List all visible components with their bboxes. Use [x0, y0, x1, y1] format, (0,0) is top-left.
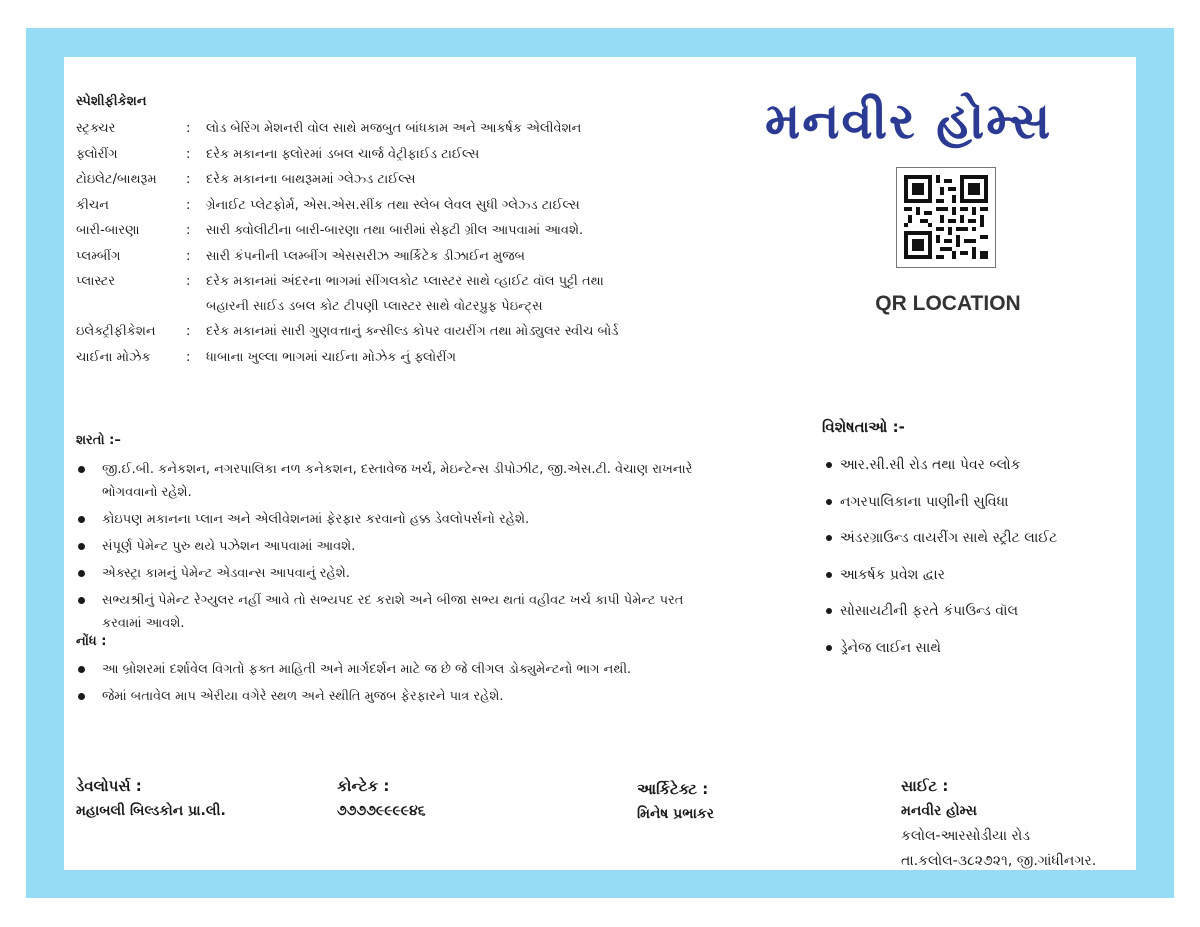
contact-phone[interactable]: ૭૭૭૭૯૯૯૯૪૬	[337, 803, 426, 819]
list-item-text: આ બ્રોશરમાં દર્શાવેલ વિગતો ફક્ત માહિતી અને માર્ગદર્શન માટે જ છે જે લીગલ ડોક્યુમેન્ટનો ભાગ નથી.	[102, 662, 632, 677]
feature-item	[822, 525, 1122, 551]
specification-heading: સ્પેશીફીકેશન	[76, 94, 147, 109]
list-item-text: જી.ઈ.બી. કનેકશન, નગરપાલિકા નળ કનેકશન, દસ્તાવેજ ખર્ચ, મેઇન્ટેન્સ ડીપોઝીટ, જી.એસ.ટી. વેચાણ રાખનારે ભોગવવાનો રહેશે.	[102, 462, 693, 500]
spec-row-doors-windows	[76, 218, 716, 244]
spec-row-structure	[76, 116, 716, 142]
feature-text: આર.સી.સી રોડ તથા પેવર બ્લોક	[840, 457, 1021, 473]
feature-item	[822, 489, 1122, 515]
feature-text: આકર્ષક પ્રવેશ દ્વાર	[840, 566, 945, 583]
bullet-icon	[822, 598, 840, 624]
spec-row-electrification	[76, 319, 716, 345]
bullet-icon	[822, 562, 840, 588]
developers-block	[76, 774, 226, 824]
spec-colon: :	[186, 172, 191, 187]
spec-value-line: ધાબાના ખુલ્લા ભાગમાં ચાઈના મોઝેક નું ફ્લોરીંગ	[206, 349, 456, 365]
spec-value-line: લોડ બેરિંગ મેશનરી વોલ સાથે મજબુત બાંધકામ અને આકર્ષક એલીવેશન	[206, 121, 582, 136]
spec-label: બારી-બારણા	[76, 223, 140, 238]
list-item-text: એક્સ્ટ્રા કામનું પેમેન્ટ એડવાન્સ આપવાનું રહેશે.	[102, 566, 350, 581]
list-item	[76, 508, 726, 531]
feature-text: અંડરગ્રાઉન્ડ વાયરીંગ સાથે સ્ટ્રીટ લાઈટ	[840, 530, 1058, 546]
contact-block	[337, 774, 426, 824]
list-item	[76, 562, 726, 585]
qr-code[interactable]	[896, 167, 996, 268]
architect-block	[637, 777, 714, 827]
qr-location-label: QR LOCATION	[875, 292, 1021, 315]
list-item	[76, 658, 726, 681]
notes-list	[76, 658, 726, 712]
brand-title: મનવીર હોમ્સ	[765, 92, 1053, 150]
feature-item	[822, 452, 1122, 478]
spec-label: પ્લાસ્ટર	[76, 274, 116, 289]
bullet-icon	[822, 452, 840, 478]
bullet-icon	[76, 458, 102, 504]
site-block	[901, 774, 1096, 874]
spec-label: પ્લમ્બીંગ	[76, 248, 121, 264]
site-name: મનવીર હોમ્સ	[901, 803, 977, 819]
terms-heading: શરતો :–	[76, 433, 121, 448]
feature-text: નગરપાલિકાના પાણીની સુવિધા	[840, 493, 1009, 510]
site-address-line1: કલોલ-આરસોડીયા રોડ	[901, 828, 1030, 844]
list-item-text: જેમાં બતાવેલ માપ એરીયા વગેરે સ્થળ અને સ્થીતિ મુજબ ફેરફારને પાત્ર રહેશે.	[102, 689, 504, 704]
bullet-icon	[76, 562, 102, 585]
spec-colon: :	[186, 349, 191, 365]
bullet-icon	[822, 635, 840, 661]
list-item	[76, 535, 726, 558]
bullet-icon	[76, 658, 102, 681]
spec-value-line: દરેક મકાનમાં સારી ગુણવત્તાનું ક્ન્સીલ્ડ કોપર વાયરીંગ તથા મોડ્યુલર સ્વીચ બોર્ડ	[206, 324, 619, 339]
qr-code-icon	[904, 175, 988, 259]
spec-value	[206, 269, 716, 319]
bullet-icon	[76, 535, 102, 558]
spec-label: ઇલેક્ટ્રીફીકેશન	[76, 324, 156, 339]
bullet-icon	[76, 589, 102, 635]
spec-colon: :	[186, 248, 191, 264]
list-item	[76, 589, 726, 635]
spec-value	[206, 345, 716, 371]
spec-value-line: દરેક મકાનમાં અંદરના ભાગમાં સીંગલકોટ પ્લાસ્ટર સાથે વ્હાઈટ વૉલ પુટ્ટી તથા	[206, 274, 604, 289]
spec-colon: :	[186, 146, 191, 162]
spec-value	[206, 218, 716, 244]
spec-label: ચાઈના મોઝેક	[76, 349, 151, 365]
specification-list	[76, 116, 716, 370]
spec-value-line: સારી કંપનીની પ્લમ્બીંગ એસસરીઝ આર્કિટેક ડીઝાઈન મુજબ	[206, 248, 525, 264]
site-heading: સાઈટ :	[901, 777, 949, 795]
spec-value-line: સારી ક્વોલીટીના બારી-બારણા તથા બારીમાં સેફ્ટી ગ્રીલ આપવામાં આવશે.	[206, 223, 584, 238]
spec-value	[206, 193, 716, 219]
site-address-line2: તા.કલોલ-૩૮૨૭૨૧, જી.ગાંધીનગર.	[901, 853, 1097, 869]
spec-colon: :	[186, 223, 191, 238]
bullet-icon	[76, 685, 102, 708]
feature-item	[822, 562, 1122, 588]
list-item	[76, 458, 726, 504]
feature-text: ડ્રેનેજ લાઈન સાથે	[840, 639, 942, 656]
spec-colon: :	[186, 324, 191, 339]
list-item	[76, 685, 726, 708]
spec-row-plaster	[76, 269, 716, 319]
spec-value-line: બહારની સાઈડ ડબલ કોટ ટીપણી પ્લાસ્ટર સાથે વોટરપ્રુફ પેઇન્ટ્સ	[206, 299, 543, 314]
list-item-text: સભ્યશ્રીનું પેમેન્ટ રેગ્યુલર નહીં આવે તો સભ્યપદ રદ કરાશે અને બીજા સભ્ય થતાં વહીવટ ખર્ચ કાપી પેમેન્ટ પરત કરવામાં આવશે.	[102, 593, 684, 631]
spec-value	[206, 116, 716, 142]
developers-heading: ડેવલોપર્સ :	[76, 777, 142, 795]
spec-row-kitchen	[76, 193, 716, 219]
bullet-icon	[76, 508, 102, 531]
spec-value-line: ગ્રેનાઈટ પ્લેટફોર્મ, એસ.એસ.સીંક તથા સ્લેબ લેવલ સુધી ગ્લેઝ્ડ ટાઈલ્સ	[206, 197, 580, 213]
spec-row-plumbing	[76, 244, 716, 270]
terms-list	[76, 458, 726, 639]
spec-value	[206, 167, 716, 193]
developers-name: મહાબલી બિલ્ડકોન પ્રા.લી.	[76, 803, 226, 819]
feature-text: સોસાયટીની ફરતે કંપાઉન્ડ વૉલ	[840, 603, 1019, 619]
spec-row-flooring	[76, 142, 716, 168]
spec-value	[206, 319, 716, 345]
feature-item	[822, 598, 1122, 624]
list-item-text: કોઇપણ મકાનના પ્લાન અને એલીવેશનમાં ફેરફાર કરવાનો હક્ક ડેવલોપર્સનો રહેશે.	[102, 512, 530, 527]
spec-value	[206, 142, 716, 168]
features-list	[822, 452, 1122, 671]
list-item-text: સંપૂર્ણ પેમેન્ટ પુરુ થયે પઝેશન આપવામાં આવશે.	[102, 539, 356, 554]
contact-heading: કોન્ટેક :	[337, 777, 390, 795]
spec-row-toilet-bathroom	[76, 167, 716, 193]
spec-colon: :	[186, 197, 191, 213]
spec-label: કીચન	[76, 197, 109, 213]
bullet-icon	[822, 525, 840, 551]
spec-colon: :	[186, 274, 191, 289]
spec-value-line: દરેક મકાનના બાથરૂમમાં ગ્લેઝ્ડ ટાઈલ્સ	[206, 172, 416, 187]
spec-value	[206, 244, 716, 270]
notes-heading: નોંધ :	[76, 634, 107, 649]
spec-label: સ્ટ્રક્ચર	[76, 121, 116, 136]
feature-item	[822, 635, 1122, 661]
spec-value-line: દરેક મકાનના ફ્લોરમાં ડબલ ચાર્જ વેટ્રીફાઈડ ટાઈલ્સ	[206, 146, 480, 162]
spec-colon: :	[186, 121, 191, 136]
spec-label: ફ્લોરીંગ	[76, 146, 118, 162]
features-heading: વિશેષતાઓ :-	[822, 418, 905, 436]
architect-name: મિનેષ પ્રભાકર	[637, 806, 715, 822]
spec-label: ટોઇલેટ/બાથરૂમ	[76, 172, 157, 187]
architect-heading: આર્કિટેક્ટ :	[637, 780, 709, 798]
bullet-icon	[822, 489, 840, 515]
spec-row-china-mosaic	[76, 345, 716, 371]
